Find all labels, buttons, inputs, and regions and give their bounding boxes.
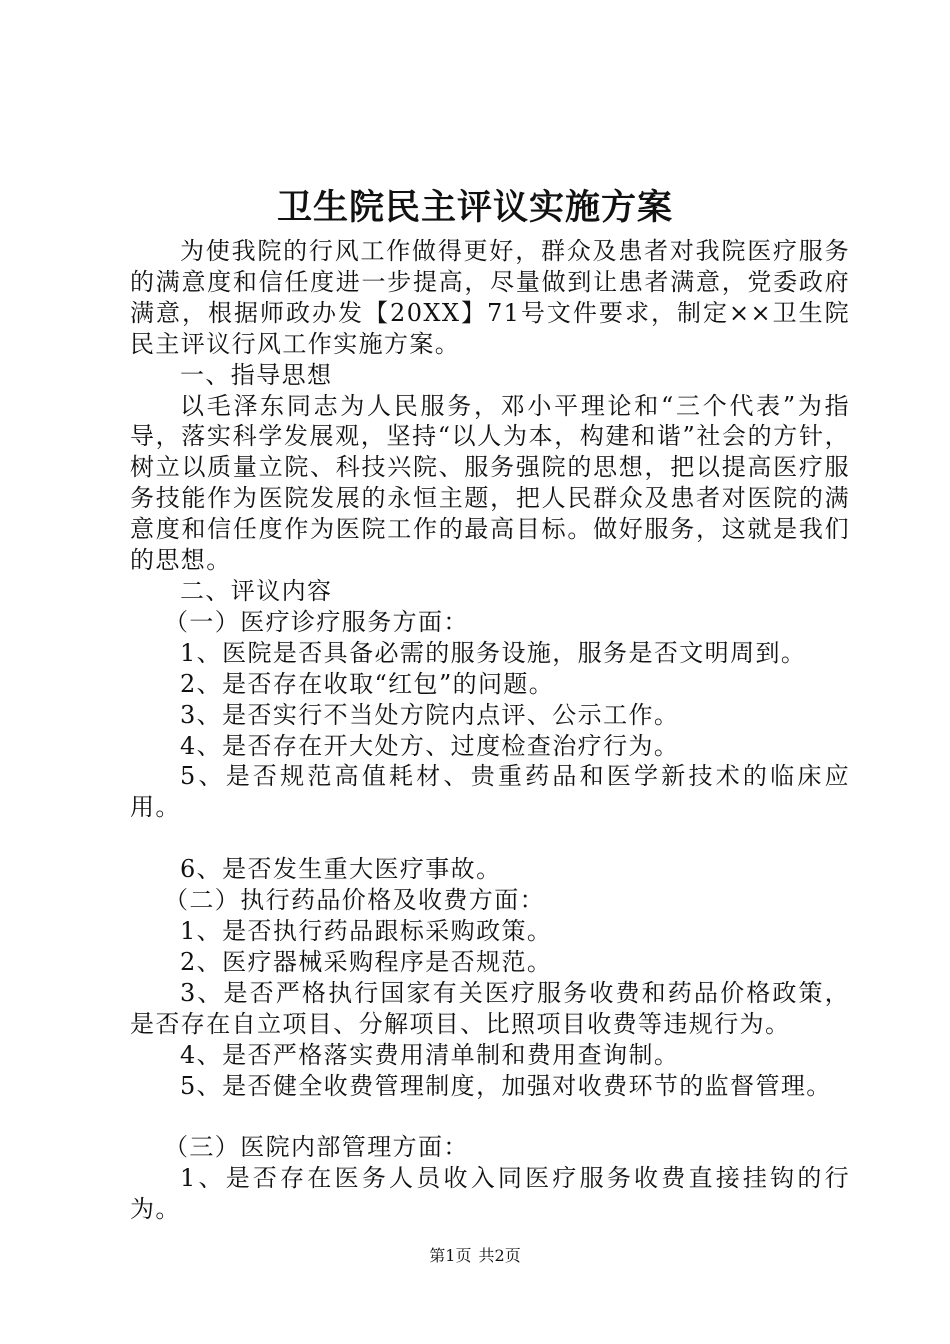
list-item: 1、医院是否具备必需的服务设施，服务是否文明周到。 bbox=[180, 638, 807, 667]
section-heading-review-content: 二、评议内容 bbox=[180, 576, 333, 605]
list-item: 4、是否存在开大处方、过度检查治疗行为。 bbox=[180, 731, 680, 760]
subsection-heading-medical-service: （一）医疗诊疗服务方面： bbox=[164, 607, 469, 636]
document-title: 卫生院民主评议实施方案 bbox=[276, 187, 673, 228]
guiding-thought-paragraph: 以毛泽东同志为人民服务，邓小平理论和“三个代表”为指导，落实科学发展观，坚持“以人为本，构建和谐”社会的方针，树立以质量立院、科技兴院、服务强院的思想，把以提高医疗服务技能作为医院发展的永恒主题，把人民群众及患者对医院的满意度和信任度作为医院工作的最高目标。做好服务，这就是我们的思想。 bbox=[130, 391, 850, 575]
paragraph-gap bbox=[130, 823, 850, 854]
list-item: 5、是否规范高值耗材、贵重药品和医学新技术的临床应用。 bbox=[130, 762, 850, 822]
page-total: 共2页 bbox=[478, 1246, 521, 1265]
list-item: 3、是否严格执行国家有关医疗服务收费和药品价格政策，是否存在自立项目、分解项目、比照项目收费等违规行为。 bbox=[130, 978, 850, 1038]
list-item: 5、是否健全收费管理制度，加强对收费环节的监督管理。 bbox=[180, 1071, 832, 1100]
list-item: 2、医疗器械采购程序是否规范。 bbox=[180, 947, 553, 976]
page-number: 第1页 bbox=[429, 1246, 472, 1265]
list-item: 4、是否严格落实费用清单制和费用查询制。 bbox=[180, 1040, 680, 1069]
list-item: 3、是否实行不当处方院内点评、公示工作。 bbox=[180, 700, 680, 729]
list-item: 1、是否执行药品跟标采购政策。 bbox=[180, 917, 553, 946]
document-body bbox=[130, 236, 850, 1225]
list-item: 6、是否发生重大医疗事故。 bbox=[180, 855, 502, 884]
section-heading-guiding-thought: 一、指导思想 bbox=[180, 360, 333, 389]
list-item: 2、是否存在收取“红包”的问题。 bbox=[180, 669, 555, 698]
subsection-heading-internal-management: （三）医院内部管理方面： bbox=[164, 1133, 469, 1162]
subsection-heading-drug-pricing: （二）执行药品价格及收费方面： bbox=[164, 886, 545, 915]
list-item: 1、是否存在医务人员收入同医疗服务收费直接挂钩的行为。 bbox=[130, 1164, 850, 1224]
paragraph-gap bbox=[130, 1101, 850, 1132]
intro-paragraph: 为使我院的行风工作做得更好，群众及患者对我院医疗服务的满意度和信任度进一步提高，尽量做到让患者满意，党委政府满意，根据师政办发【20XX】71号文件要求，制定××卫生院民主评议行风工作实施方案。 bbox=[130, 237, 850, 358]
page-footer bbox=[0, 1244, 950, 1268]
